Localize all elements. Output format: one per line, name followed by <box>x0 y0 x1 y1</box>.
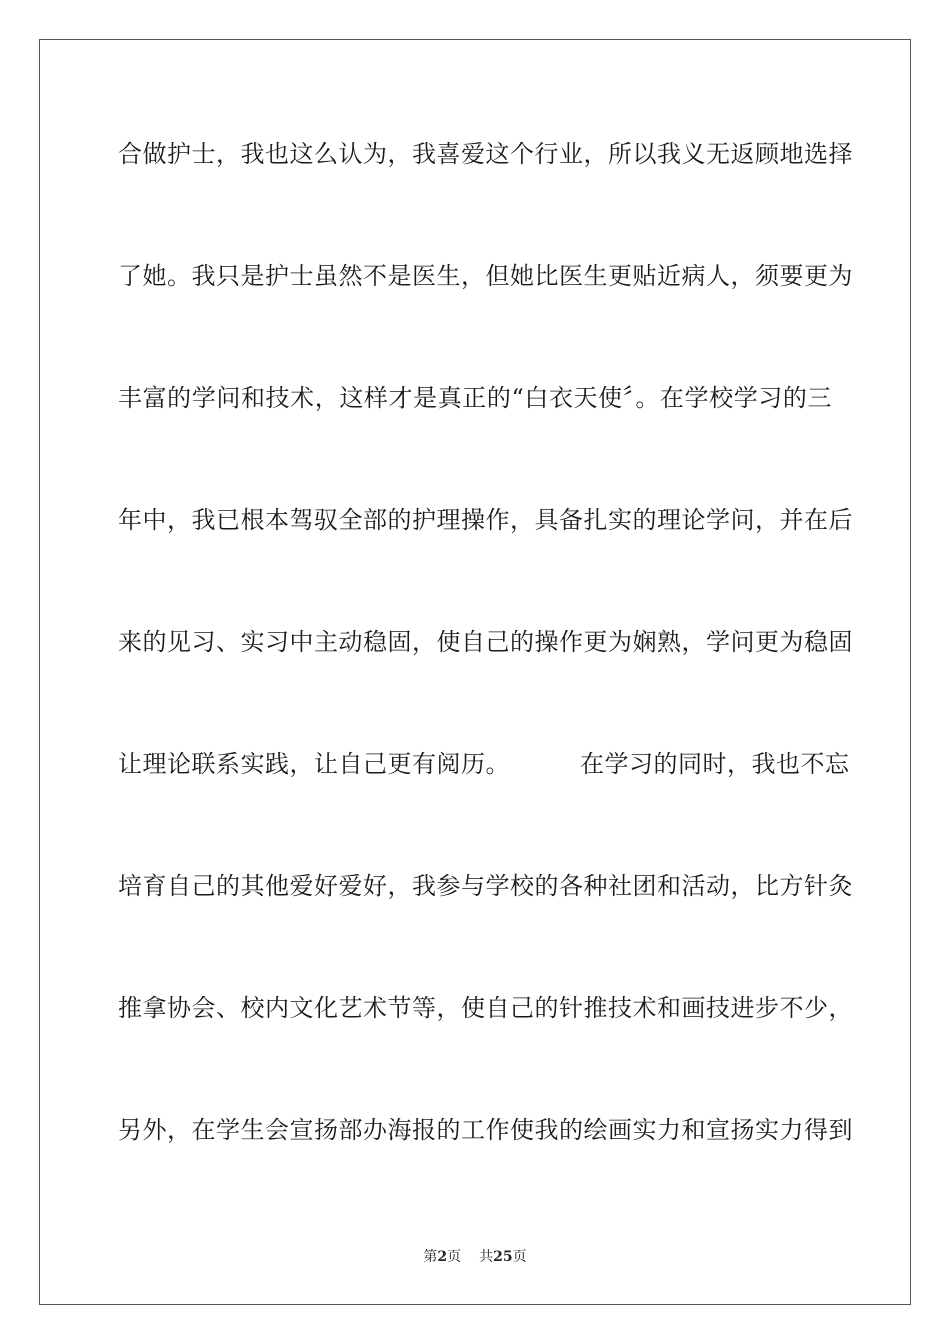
text-line-9: 另外，在学生会宣扬部办海报的工作使我的绘画实力和宣扬实力得到 <box>118 1116 853 1144</box>
text-line-3: 丰富的学问和技术，这样才是真正的“白衣天使〞。在学校学习的三 <box>118 384 832 412</box>
page-prefix: 第 <box>423 1249 438 1265</box>
text-line-6-part1: 让理论联系实践，让自己更有阅历。 <box>118 750 510 778</box>
text-line-7: 培育自己的其他爱好爱好，我参与学校的各种社团和活动，比方针灸 <box>118 872 853 900</box>
text-line-6-part2: 在学习的同时，我也不忘 <box>580 750 850 778</box>
total-suffix: 页 <box>512 1249 527 1265</box>
page-number: 2 <box>437 1249 448 1265</box>
text-line-1: 合做护士，我也这么认为，我喜爱这个行业，所以我义无返顾地选择 <box>118 140 853 168</box>
text-line-6 <box>118 730 850 798</box>
body-text <box>118 120 853 1218</box>
total-pages: 25 <box>493 1249 513 1265</box>
text-line-5: 来的见习、实习中主动稳固，使自己的操作更为娴熟，学问更为稳固 <box>118 628 853 656</box>
total-prefix: 共 <box>479 1249 494 1265</box>
text-line-2: 了她。我只是护士虽然不是医生，但她比医生更贴近病人，须要更为 <box>118 262 853 290</box>
text-line-4: 年中，我已根本驾驭全部的护理操作，具备扎实的理论学问，并在后 <box>118 506 853 534</box>
text-line-8: 推拿协会、校内文化艺术节等，使自己的针推技术和画技进步不少， <box>118 994 853 1022</box>
page-footer <box>0 1246 950 1266</box>
page-suffix: 页 <box>447 1249 462 1265</box>
